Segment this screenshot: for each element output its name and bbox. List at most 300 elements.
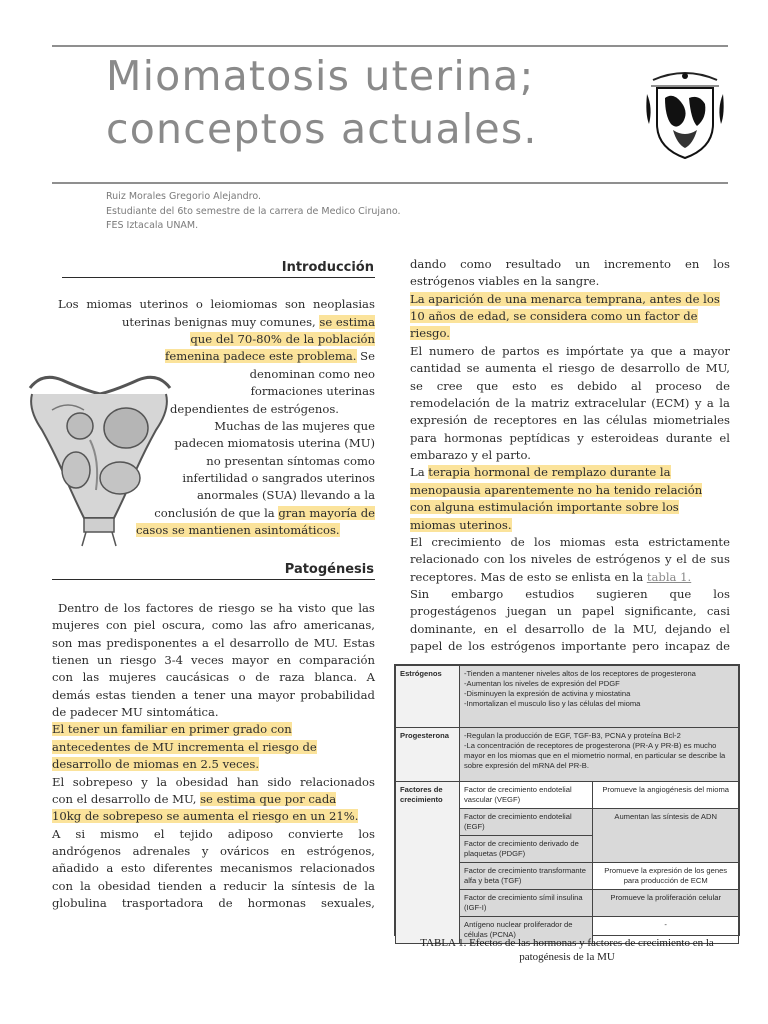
word: trasportadora [121,896,204,910]
word: tienden [131,688,176,702]
word: resultado [505,257,562,271]
word: mayor [231,653,269,667]
highlight: terapia hormonal de remplazo durante la [428,465,671,479]
word: de [104,601,119,615]
word: los [713,257,730,271]
word: estudios [525,587,575,601]
word: miomas [86,297,132,311]
highlight: 10 años de edad, se considera como un factor de [410,309,698,323]
word: estrógenos [490,639,556,653]
word: a [181,688,189,702]
word: el [719,622,730,636]
word: mismo [100,827,139,841]
word: síntesis [291,879,336,893]
word: relacionados [299,775,375,789]
right-line-21 [410,603,730,621]
factor-name: Factor de crecimiento transformante alfa y beta (TGF) [460,863,593,890]
word: de [600,361,615,375]
title-line-2: conceptos actuales. [106,105,538,153]
intro-line-1 [58,296,375,314]
highlight: gran mayoría de [278,506,375,520]
word: matriz [531,396,570,410]
word: probabilidad [300,688,375,702]
word: sexuales, [321,896,375,910]
word: dominante, [410,622,477,636]
intro-line-10: no presentan síntomas como [206,454,375,468]
word: en [685,257,700,271]
word: es [546,344,560,358]
right-line-9 [410,395,730,413]
word: adiposo [227,827,274,841]
right-line-2: estrógenos viables en la sangre. [410,274,600,288]
word: uterinos [139,297,189,311]
word: los [509,552,527,566]
word: que [476,379,499,393]
word: en [280,844,296,858]
word: si [75,827,86,841]
word: peptídicas [509,431,571,445]
word: a [706,396,714,410]
right-line-20 [410,586,730,604]
word: desarrollo [620,361,681,375]
word: con [483,552,505,566]
right-line-3 [410,291,730,309]
word: para [410,431,437,445]
word: MU, [705,361,730,375]
factor-name: Factor de crecimiento símil insulina (IGF-I) [460,890,593,917]
word: a [679,344,687,358]
word: progestágenos [410,604,497,618]
word: Dentro [58,601,99,615]
row-header-progesterona: Progesterona [396,728,460,782]
intro-line-12: anormales (SUA) llevando a la [197,488,375,502]
word: añadido [52,861,99,875]
table-1-link[interactable]: tabla 1. [646,570,692,584]
word: el [719,431,730,445]
highlight: desarrollo de miomas en 2.5 veces. [52,757,260,771]
section-heading-introduccion: Introducción [281,260,374,275]
word: MU. [313,636,338,650]
word: visto [298,601,326,615]
word: A [52,827,61,841]
word: dejando [664,622,712,636]
pato-line-12: con el desarrollo de MU, se estima que por cada [52,792,337,806]
intro-line-11: infertilidad o sangrados uterinos [182,471,375,485]
table-row-factor [396,782,739,809]
word: es [550,379,564,393]
word: partos [502,344,540,358]
factor-effect: Promueve la proliferación celular [593,890,739,917]
word: mayor [257,688,295,702]
word: se [260,601,273,615]
word: y [201,844,209,858]
word: dando [410,257,447,271]
right-line-7 [410,360,730,378]
word: en [276,653,292,667]
word: que [331,601,353,615]
top-rule [52,45,728,47]
word: a [106,861,114,875]
word: un [575,257,591,271]
author-institution: FES Iztacala UNAM. [106,220,199,231]
word: el [676,552,687,566]
right-line-6 [410,343,730,361]
table-1 [394,664,740,939]
word: receptores [493,413,557,427]
word: la [156,775,168,789]
word: ha [278,601,293,615]
word: las [358,601,375,615]
right-line-19: receptores. Mas de esto se enlista en la tabla 1. [410,570,692,584]
word: los [713,587,730,601]
word: las [249,618,267,632]
right-line-11 [410,430,730,448]
word: la [364,879,375,893]
factor-effect: Promueve la angiogénesis del mioma [593,782,739,809]
word: blanca. [314,670,357,684]
right-line-23 [410,638,730,656]
section-rule-introduccion [62,277,375,278]
word: el [214,636,225,650]
word: riesgo [558,361,595,375]
word: esto [512,379,537,393]
word: de [715,639,730,653]
pato-line-4 [52,652,375,670]
word: aumenta [485,361,537,375]
pato-line-5 [52,669,375,687]
word: relacionado [410,552,479,566]
row-header-factores: Factores de crecimiento [396,782,460,944]
pato-line-17 [52,878,375,896]
word: americanas, [303,618,375,632]
word: la [80,879,91,893]
word: El [52,775,65,789]
author-name: Ruiz Morales Gregorio Alejandro. [106,191,262,202]
word: El [410,535,423,549]
pato-line-10 [52,756,375,774]
word: la [719,396,730,410]
table-row-progesterona [396,728,739,782]
word: neoplasias [313,297,375,311]
intro-line-3 [138,331,375,349]
word: como [460,257,492,271]
highlight: La aparición de una menarca temprana, antes de los [410,292,720,306]
word: caucásicas [165,670,230,684]
author-block [106,190,526,234]
word: mas [77,636,102,650]
word: en [562,413,578,427]
word: han [236,775,259,789]
title-line-1: Miomatosis uterina; [106,52,535,100]
word: que [650,344,673,358]
word: de [576,552,591,566]
right-line-14 [410,482,730,500]
word: (ECM) [651,396,690,410]
right-line-18 [410,551,730,569]
word: se [466,361,480,375]
unam-seal-icon [643,64,727,164]
word: el [153,827,165,841]
word: el [506,622,517,636]
word: globulina [52,896,107,910]
word: importante [561,639,627,653]
right-line-22 [410,621,730,639]
highlight: antecedentes de MU incrementa el riesgo de [52,740,317,754]
header-rule [52,182,728,184]
word: pero [632,639,660,653]
factor-name: Factor de crecimiento endotelial (EGF) [460,809,593,836]
word: de [481,344,496,358]
word: o [238,670,246,684]
word: durante [665,431,713,445]
word: comparación [299,653,375,667]
word: los [534,535,551,549]
word: la [614,622,625,636]
word: de [715,379,730,393]
word: estas [95,688,126,702]
right-line-1 [410,256,730,274]
word: numero [428,344,475,358]
word: sido [267,775,292,789]
word: de [255,670,270,684]
section-heading-patogenesis: Patogénesis [284,562,374,577]
right-line-8 [410,378,730,396]
right-line-15 [410,499,730,517]
pato-line-15 [52,843,375,861]
pato-line-3 [52,635,375,653]
word: demás [52,688,91,702]
word: oscura, [162,618,206,632]
word: mujeres [108,670,157,684]
word: al [630,379,642,393]
word: las [583,413,600,427]
word: cantidad [410,361,461,375]
intro-line-4: femenina padece este problema. Se [165,349,375,363]
intro-line-2: uterinas benignas muy comunes, se estima [121,315,375,329]
word: andrógenos [52,844,122,858]
word: de [685,361,701,375]
factor-name: Factor de crecimiento endotelial vascular (VEGF) [460,782,593,809]
word: la [273,879,285,893]
intro-line-6: formaciones uterinas [250,384,375,398]
word: obesidad [175,775,229,789]
word: y [577,431,584,445]
word: veces [191,653,224,667]
word: significante, [624,604,697,618]
word: de [294,636,309,650]
word: relacionados [300,861,375,875]
intro-line-7: dependientes de estrógenos. [170,402,339,416]
word: una [230,688,253,702]
word: A [366,670,375,684]
word: se [410,379,423,393]
word: papel [410,639,443,653]
word: mayor [692,344,730,358]
word: células [605,413,648,427]
word: convierte [288,827,344,841]
word: impórtate [565,344,624,358]
word: a [202,636,209,650]
word: con [52,670,73,684]
word: de [495,396,510,410]
word: el [542,361,553,375]
word: con [105,618,127,632]
word: incremento [603,257,672,271]
word: o [195,297,203,311]
word: ováricos [220,844,270,858]
word: mecanismos [220,861,293,875]
row-header-estrogenos: Estrógenos [396,666,460,728]
word: piel [133,618,156,632]
intro-line-13: conclusión de que la gran mayoría de [154,506,375,520]
pato-line-18 [52,895,375,913]
word: embargo [451,587,504,601]
right-line-13: La terapia hormonal de remplazo durante la [410,465,671,479]
word: esto [120,861,146,875]
word: tienden [157,879,203,893]
pato-line-14 [52,826,375,844]
word: y [694,396,702,410]
factor-name: Factor de crecimiento derivado de plaquetas (PDGF) [460,836,593,863]
word: adrenales [132,844,191,858]
highlight: se estima que por cada [200,792,337,806]
word: papel [581,604,615,618]
intro-line-8: Muchas de las mujeres que [214,419,375,433]
word: sobrepeso [72,775,133,789]
word: diferentes [152,861,213,875]
right-line-10 [410,412,730,430]
word: la [515,396,526,410]
word: Los [58,297,79,311]
word: estrógenos [595,552,661,566]
word: de [473,413,488,427]
pato-line-6 [52,687,375,705]
pato-line-1 [58,600,375,618]
right-line-16 [410,517,730,535]
word: hormonas [443,431,503,445]
word: ya [630,344,644,358]
word: los [123,601,141,615]
pato-line-16 [52,860,375,878]
pato-line-7: de padecer MU sintomática. [52,705,219,719]
highlight: riesgo. [410,326,450,340]
section-rule-patogenesis [52,579,375,580]
right-line-17 [410,534,730,552]
word: los [358,827,375,841]
highlight: con alguna estimulación importante sobre los [410,500,679,514]
word: sugieren [596,587,648,601]
highlight: que del 70-80% de la población [190,332,375,346]
word: debido [577,379,618,393]
right-line-4 [410,308,730,326]
word: Estas [343,636,375,650]
word: un [556,604,572,618]
word: tener [193,688,226,702]
word: y [664,552,672,566]
word: remodelación [410,396,490,410]
word: obesidad [97,879,151,893]
pato-line-9 [52,739,375,757]
word: de [448,639,463,653]
word: expresión [410,413,468,427]
word: de [691,552,706,566]
word: riesgo [119,653,157,667]
right-line-5 [410,325,730,343]
table-row-estrogenos [396,666,739,728]
highlight: casos se mantienen asintomáticos. [136,523,340,537]
word: El [410,344,423,358]
word: de [218,896,233,910]
word: 3-4 [164,653,184,667]
pato-line-11 [52,774,375,792]
highlight: miomas uterinos. [410,518,512,532]
pato-line-8 [52,721,375,739]
estrogenos-effects: -Tienden a mantener niveles altos de los receptores de progesterona -Aumentan los niveles de expresión del PDGF -Disminuyen la expresión de activina y miostatina -Inmortalizan el musculo liso y las células del mioma [460,666,739,728]
author-affiliation: Estudiante del 6to semestre de la carrera de Medico Cirujano. [106,205,401,217]
pato-line-13 [52,808,375,826]
word: estrógenos, [306,844,375,858]
word: miomas [559,535,606,549]
word: tienen [52,653,90,667]
word: riesgo [218,601,255,615]
pato-line-2 [52,617,375,635]
factor-effect: Promueve la expresión de los genes para producción de ECM [593,863,739,890]
word: crecimiento [431,535,502,549]
word: hormonas [247,896,306,910]
intro-line-14 [136,522,375,540]
word: Sin [410,587,430,601]
word: MU, [632,622,658,636]
word: casi [706,604,730,618]
word: desarrollo [524,622,585,636]
word: raza [279,670,305,684]
right-line-12: embarazo y el parto. [410,448,531,462]
highlight: 10kg de sobrepeso se aumenta el riesgo en un 21%. [52,809,359,823]
word: y [141,775,148,789]
table-caption: TABLA 1. Efectos de las hormonas y factores de crecimiento en la patogénesis de la MU [420,937,714,963]
intro-line-9: padecen miomatosis uterina (MU) [174,436,375,450]
highlight: se estima [319,315,375,329]
factor-effect: Aumentan las síntesis de ADN [593,809,739,863]
word: niveles [530,552,572,566]
word: estrictamente [648,535,730,549]
progesterona-effects: -Regulan la producción de EGF, TGF-B3, PCNA y proteína Bcl-2 -La concentración de receptores de progesterona (PR-A y PR-B) es mucho mayor en los miomas que en el miometrio normal, en particular se describe la sobre expresión del mRNA del PR-B. [460,728,739,782]
word: que [669,587,692,601]
word: factores [145,601,194,615]
factor-name: Antígeno nuclear proliferador de células (PCNA) [460,917,593,944]
highlight: femenina padece este problema. [165,349,357,363]
word: de [592,622,607,636]
word: un [97,653,112,667]
word: de [198,601,214,615]
word: son [284,297,306,311]
word: en [484,622,499,636]
word: de [342,879,358,893]
word: tejido [179,827,213,841]
word: predisponentes [106,636,197,650]
word: incapaz [664,639,710,653]
word: sus [710,552,730,566]
word: proceso [655,379,702,393]
word: reducir [223,879,267,893]
word: con [52,879,73,893]
intro-line-5: denominan como neo [249,367,375,381]
word: son [52,636,73,650]
word: esteroideas [590,431,659,445]
word: afro [273,618,297,632]
word: las [82,670,100,684]
word: a [209,879,217,893]
